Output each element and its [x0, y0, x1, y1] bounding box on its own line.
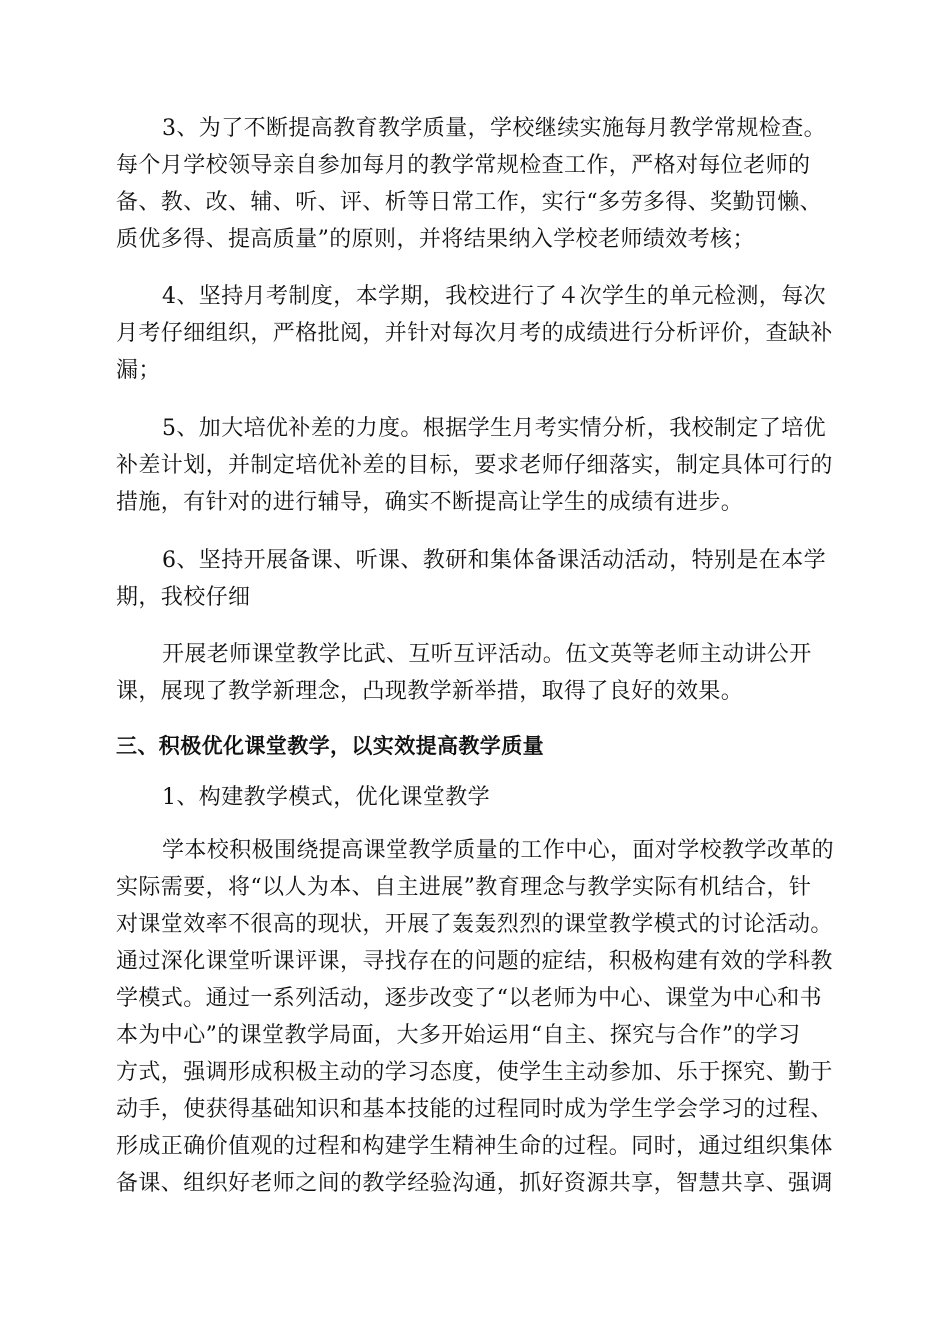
paragraph-line: 开展老师课堂教学比武、互听互评活动。伍文英等老师主动讲公开 [162, 642, 812, 667]
paragraph-line: 月考仔细组织，严格批阅，并针对每次月考的成绩进行分析评价，查缺补 [116, 321, 833, 346]
section-heading-3 [116, 728, 836, 765]
paragraph-line: 学本校积极围绕提高课堂教学质量的工作中心，面对学校教学改革的 [162, 838, 835, 863]
paragraph-line: 质优多得、提高质量”的原则，并将结果纳入学校老师绩效考核； [116, 227, 755, 252]
paragraph-line: 本为中心”的课堂教学局面，大多开始运用“自主、探究与合作”的学习 [116, 1023, 801, 1048]
paragraph-line: 课，展现了教学新理念，凸现教学新举措，取得了良好的效果。 [116, 679, 744, 704]
paragraph-line: 措施，有针对的进行辅导，确实不断提高让学生的成绩有进步。 [116, 490, 744, 515]
paragraph-line: 4、坚持月考制度，本学期，我校进行了４次学生的单元检测，每次 [162, 284, 826, 309]
paragraph-5 [116, 410, 836, 521]
paragraph-teaching-model [116, 832, 836, 1202]
paragraph-line: 备、教、改、辅、听、评、析等日常工作，实行“多劳多得、奖勤罚懒、 [116, 190, 823, 215]
paragraph-line: 对课堂效率不很高的现状，开展了轰轰烈烈的课堂教学模式的讨论活动。 [116, 912, 833, 937]
paragraph-3 [116, 110, 836, 258]
paragraph-line: 6、坚持开展备课、听课、教研和集体备课活动活动，特别是在本学 [162, 548, 826, 573]
paragraph-line: 动手，使获得基础知识和基本技能的过程同时成为学生学会学习的过程、 [116, 1097, 833, 1122]
paragraph-line: 漏； [116, 358, 161, 383]
section-heading: 三、积极优化课堂教学，以实效提高教学质量 [116, 734, 544, 758]
paragraph-line: 5、加大培优补差的力度。根据学生月考实情分析，我校制定了培优 [162, 416, 826, 441]
paragraph-line: 期，我校仔细 [116, 585, 251, 610]
paragraph-6 [116, 542, 836, 616]
paragraph-line: 备课、组织好老师之间的教学经验沟通，抓好资源共享，智慧共享、强调 [116, 1171, 833, 1196]
paragraph-line: 补差计划，并制定培优补差的目标，要求老师仔细落实，制定具体可行的 [116, 453, 833, 478]
paragraph-line: 形成正确价值观的过程和构建学生精神生命的过程。同时，通过组织集体 [116, 1134, 833, 1159]
paragraph-4 [116, 278, 836, 389]
paragraph-line: 方式，强调形成积极主动的学习态度，使学生主动参加、乐于探究、勤于 [116, 1060, 833, 1085]
paragraph-line: 学模式。通过一系列活动，逐步改变了“以老师为中心、课堂为中心和书 [116, 986, 823, 1011]
paragraph-line: 实际需要，将“以人为本、自主进展”教育理念与教学实际有机结合，针 [116, 875, 812, 900]
subheading-1 [116, 779, 836, 816]
paragraph-line: 3、为了不断提高教育教学质量，学校继续实施每月教学常规检查。 [162, 116, 826, 141]
subheading-line: 1、构建教学模式，优化课堂教学 [162, 785, 490, 810]
paragraph-line: 每个月学校领导亲自参加每月的教学常规检查工作，严格对每位老师的 [116, 153, 811, 178]
paragraph-teaching-competition [116, 636, 836, 710]
paragraph-line: 通过深化课堂听课评课，寻找存在的问题的症结，积极构建有效的学科教 [116, 949, 833, 974]
